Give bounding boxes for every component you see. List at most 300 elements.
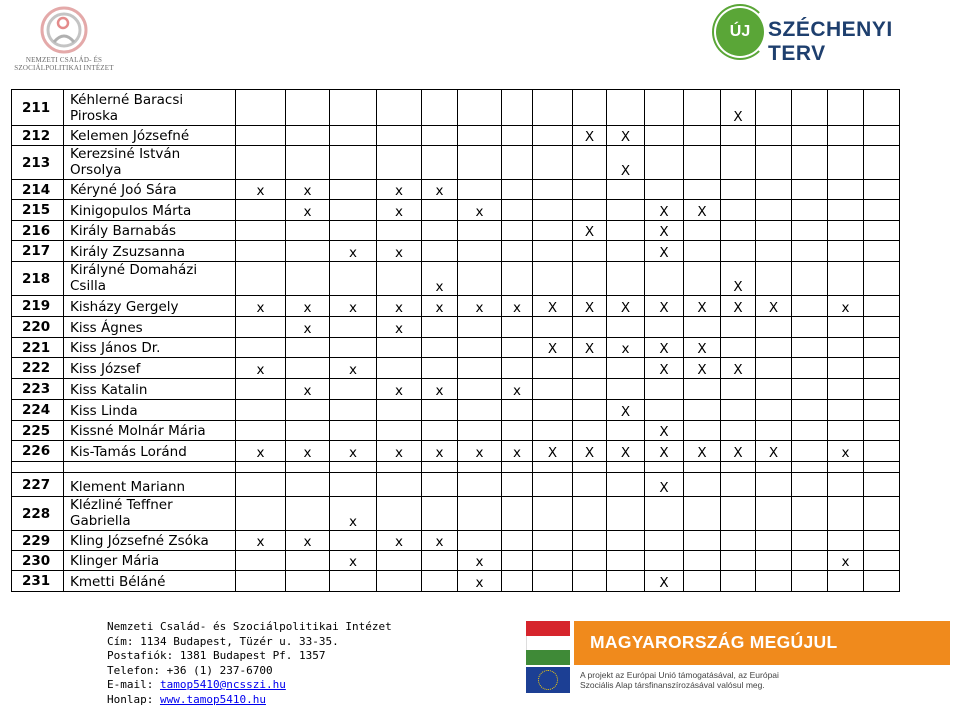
mark-cell	[286, 338, 330, 358]
footer-email-label: E-mail:	[107, 678, 160, 691]
mark-cell	[828, 421, 864, 441]
participant-name: Kiss Katalin	[64, 379, 236, 400]
mark-cell	[573, 180, 607, 200]
mark-cell	[792, 571, 828, 592]
mark-cell	[645, 90, 684, 126]
mark-cell	[684, 379, 721, 400]
mark-cell: X	[721, 441, 756, 462]
mark-cell	[377, 497, 422, 531]
mark-cell	[533, 531, 573, 551]
mark-cell	[286, 400, 330, 421]
footer-email-line	[107, 678, 392, 693]
mark-cell	[286, 90, 330, 126]
mark-cell	[533, 146, 573, 180]
ncsszi-org-name: NEMZETI CSALÁD- ÉS SZOCIÁLPOLITIKAI INTÉZET	[14, 56, 114, 72]
mark-cell	[422, 497, 458, 531]
mark-cell	[864, 379, 900, 400]
table-row	[12, 379, 900, 400]
mark-cell	[828, 571, 864, 592]
mark-cell	[792, 497, 828, 531]
mark-cell: x	[422, 441, 458, 462]
mark-cell	[236, 126, 286, 146]
table-row	[12, 551, 900, 571]
mark-cell	[458, 90, 502, 126]
mark-cell	[286, 126, 330, 146]
mark-cell	[236, 473, 286, 497]
mark-cell	[422, 338, 458, 358]
mark-cell	[236, 146, 286, 180]
mark-cell	[756, 146, 792, 180]
mark-cell	[607, 571, 645, 592]
mark-cell	[792, 90, 828, 126]
table-row	[12, 338, 900, 358]
mark-cell	[721, 241, 756, 262]
table-row	[12, 221, 900, 241]
mark-cell	[236, 421, 286, 441]
mark-cell	[864, 551, 900, 571]
mark-cell	[756, 531, 792, 551]
mark-cell	[864, 531, 900, 551]
mark-cell	[607, 180, 645, 200]
mark-cell: x	[458, 200, 502, 221]
table-row	[12, 262, 900, 296]
footer-web-link[interactable]: www.tamop5410.hu	[160, 693, 266, 706]
row-number: 216	[12, 221, 64, 241]
mark-cell	[756, 473, 792, 497]
table-row	[12, 180, 900, 200]
mark-cell	[721, 421, 756, 441]
mark-cell: X	[645, 473, 684, 497]
row-number: 228	[12, 497, 64, 531]
mark-cell	[533, 241, 573, 262]
banner-title: MAGYARORSZÁG MEGÚJUL	[590, 632, 837, 653]
mark-cell	[573, 531, 607, 551]
mark-cell	[458, 358, 502, 379]
mark-cell	[828, 317, 864, 338]
mark-cell: x	[502, 379, 533, 400]
mark-cell	[573, 497, 607, 531]
mark-cell	[721, 379, 756, 400]
mark-cell	[286, 358, 330, 379]
mark-cell	[286, 241, 330, 262]
row-number: 231	[12, 571, 64, 592]
mark-cell: x	[236, 180, 286, 200]
mark-cell	[573, 90, 607, 126]
mark-cell: x	[828, 296, 864, 317]
table-row	[12, 146, 900, 180]
mark-cell: X	[756, 441, 792, 462]
family-emblem-icon	[39, 4, 89, 56]
mark-cell	[828, 531, 864, 551]
mark-cell: X	[645, 421, 684, 441]
mark-cell	[573, 200, 607, 221]
mark-cell	[864, 317, 900, 338]
mark-cell	[684, 400, 721, 421]
participant-name: Kiss Linda	[64, 400, 236, 421]
mark-cell	[607, 200, 645, 221]
mark-cell	[864, 180, 900, 200]
mark-cell	[458, 338, 502, 358]
row-number: 217	[12, 241, 64, 262]
table-row	[12, 473, 900, 497]
row-number: 215	[12, 200, 64, 221]
mark-cell	[684, 146, 721, 180]
mark-cell	[645, 262, 684, 296]
table-row	[12, 317, 900, 338]
mark-cell	[502, 317, 533, 338]
mark-cell	[684, 317, 721, 338]
mark-cell	[684, 571, 721, 592]
mark-cell	[533, 262, 573, 296]
mark-cell	[330, 90, 377, 126]
mark-cell	[792, 338, 828, 358]
mark-cell	[721, 551, 756, 571]
mark-cell	[607, 262, 645, 296]
participant-name: Kinigopulos Márta	[64, 200, 236, 221]
mark-cell: X	[645, 441, 684, 462]
mark-cell	[502, 241, 533, 262]
mark-cell	[533, 497, 573, 531]
mark-cell	[756, 400, 792, 421]
mark-cell: x	[422, 379, 458, 400]
mark-cell	[286, 262, 330, 296]
mark-cell: x	[458, 571, 502, 592]
mark-cell	[864, 358, 900, 379]
mark-cell	[684, 531, 721, 551]
mark-cell	[756, 90, 792, 126]
footer-email-link[interactable]: tamop5410@ncsszi.hu	[160, 678, 286, 691]
mark-cell	[533, 317, 573, 338]
row-number: 223	[12, 379, 64, 400]
row-number: 226	[12, 441, 64, 462]
mark-cell	[792, 126, 828, 146]
mark-cell	[828, 221, 864, 241]
mark-cell	[377, 358, 422, 379]
participant-name: Kiss Ágnes	[64, 317, 236, 338]
mark-cell	[573, 262, 607, 296]
mark-cell	[721, 497, 756, 531]
szechenyi-title: SZÉCHENYI TERV	[768, 18, 944, 66]
mark-cell	[828, 338, 864, 358]
mark-cell: X	[607, 126, 645, 146]
mark-cell	[573, 571, 607, 592]
mark-cell	[864, 497, 900, 531]
mark-cell	[422, 400, 458, 421]
mark-cell	[684, 180, 721, 200]
participant-name: Kéhlerné Baracsi Piroska	[64, 90, 236, 126]
mark-cell: X	[721, 358, 756, 379]
mark-cell	[573, 317, 607, 338]
mark-cell: X	[573, 296, 607, 317]
table-row	[12, 571, 900, 592]
row-number: 211	[12, 90, 64, 126]
mark-cell	[458, 531, 502, 551]
mark-cell	[533, 551, 573, 571]
table-row	[12, 421, 900, 441]
mark-cell	[645, 531, 684, 551]
mark-cell	[377, 551, 422, 571]
mark-cell	[236, 497, 286, 531]
mark-cell	[756, 497, 792, 531]
mark-cell	[286, 571, 330, 592]
mark-cell: x	[377, 200, 422, 221]
mark-cell	[864, 338, 900, 358]
mark-cell	[828, 497, 864, 531]
mark-cell: X	[645, 571, 684, 592]
mark-cell	[236, 221, 286, 241]
participant-name: Kelemen Józsefné	[64, 126, 236, 146]
mark-cell: X	[533, 338, 573, 358]
mark-cell	[864, 441, 900, 462]
mark-cell	[864, 200, 900, 221]
mark-cell	[607, 421, 645, 441]
mark-cell	[533, 571, 573, 592]
row-number: 225	[12, 421, 64, 441]
mark-cell: x	[330, 497, 377, 531]
mark-cell	[533, 379, 573, 400]
mark-cell	[684, 473, 721, 497]
mark-cell: X	[684, 200, 721, 221]
table-row	[12, 531, 900, 551]
mark-cell	[645, 180, 684, 200]
mark-cell: X	[533, 296, 573, 317]
mark-cell	[377, 90, 422, 126]
mark-cell: X	[684, 296, 721, 317]
mark-cell	[236, 241, 286, 262]
mark-cell	[828, 241, 864, 262]
mark-cell: x	[377, 441, 422, 462]
mark-cell	[458, 317, 502, 338]
table-row	[12, 358, 900, 379]
mark-cell	[721, 531, 756, 551]
mark-cell	[756, 262, 792, 296]
participant-name: Király Zsuzsanna	[64, 241, 236, 262]
table-spacer-row	[12, 462, 900, 473]
mark-cell	[533, 473, 573, 497]
mark-cell	[330, 421, 377, 441]
mark-cell	[422, 126, 458, 146]
mark-cell: X	[645, 338, 684, 358]
magyarorszag-megujul-banner	[524, 621, 952, 695]
mark-cell	[422, 421, 458, 441]
footer-web-label: Honlap:	[107, 693, 160, 706]
mark-cell	[828, 180, 864, 200]
mark-cell: x	[236, 531, 286, 551]
mark-cell	[756, 180, 792, 200]
mark-cell	[864, 241, 900, 262]
mark-cell	[792, 421, 828, 441]
mark-cell	[377, 473, 422, 497]
participant-name: Királyné Domaházi Csilla	[64, 262, 236, 296]
mark-cell	[864, 400, 900, 421]
mark-cell: X	[607, 146, 645, 180]
mark-cell: x	[330, 296, 377, 317]
participant-name: Király Barnabás	[64, 221, 236, 241]
participant-table	[11, 89, 900, 592]
mark-cell	[422, 241, 458, 262]
mark-cell	[828, 379, 864, 400]
mark-cell	[236, 90, 286, 126]
mark-cell	[684, 421, 721, 441]
mark-cell	[721, 221, 756, 241]
mark-cell	[502, 221, 533, 241]
mark-cell: x	[286, 317, 330, 338]
mark-cell	[607, 531, 645, 551]
table-row	[12, 90, 900, 126]
mark-cell	[756, 421, 792, 441]
mark-cell	[377, 571, 422, 592]
mark-cell	[573, 551, 607, 571]
mark-cell: X	[645, 200, 684, 221]
mark-cell	[792, 241, 828, 262]
mark-cell: x	[828, 441, 864, 462]
mark-cell	[645, 551, 684, 571]
mark-cell: X	[645, 358, 684, 379]
row-number: 227	[12, 473, 64, 497]
footer-org: Nemzeti Család- és Szociálpolitikai Intézet	[107, 620, 392, 635]
mark-cell	[330, 200, 377, 221]
mark-cell	[458, 146, 502, 180]
mark-cell	[607, 551, 645, 571]
mark-cell	[721, 338, 756, 358]
mark-cell	[377, 400, 422, 421]
mark-cell: X	[645, 296, 684, 317]
mark-cell	[533, 180, 573, 200]
mark-cell	[502, 126, 533, 146]
mark-cell	[684, 126, 721, 146]
ncsszi-logo	[14, 4, 114, 84]
mark-cell	[330, 473, 377, 497]
mark-cell	[607, 317, 645, 338]
mark-cell	[684, 551, 721, 571]
mark-cell: x	[330, 241, 377, 262]
mark-cell	[792, 358, 828, 379]
table-row	[12, 497, 900, 531]
mark-cell	[645, 146, 684, 180]
mark-cell	[607, 497, 645, 531]
footer-contact	[107, 620, 392, 707]
mark-cell	[721, 200, 756, 221]
mark-cell: X	[645, 221, 684, 241]
mark-cell	[756, 317, 792, 338]
mark-cell	[828, 473, 864, 497]
mark-cell	[236, 551, 286, 571]
mark-cell: X	[533, 441, 573, 462]
mark-cell	[422, 571, 458, 592]
table-row	[12, 200, 900, 221]
mark-cell	[607, 221, 645, 241]
mark-cell: x	[607, 338, 645, 358]
mark-cell	[607, 241, 645, 262]
mark-cell	[828, 146, 864, 180]
mark-cell	[330, 400, 377, 421]
mark-cell	[502, 497, 533, 531]
mark-cell	[645, 497, 684, 531]
mark-cell: X	[756, 296, 792, 317]
mark-cell: x	[422, 262, 458, 296]
mark-cell	[792, 200, 828, 221]
banner-note-line2: Szociális Alap társfinanszírozásával valósul meg.	[580, 680, 779, 690]
mark-cell: x	[422, 296, 458, 317]
participant-name: Kis-Tamás Loránd	[64, 441, 236, 462]
row-number: 221	[12, 338, 64, 358]
row-number: 214	[12, 180, 64, 200]
mark-cell: X	[573, 441, 607, 462]
eu-flag-icon	[526, 667, 570, 693]
mark-cell: X	[684, 441, 721, 462]
mark-cell	[533, 200, 573, 221]
mark-cell	[864, 126, 900, 146]
mark-cell	[502, 90, 533, 126]
mark-cell	[330, 338, 377, 358]
mark-cell: x	[286, 180, 330, 200]
mark-cell	[721, 317, 756, 338]
mark-cell	[864, 262, 900, 296]
mark-cell	[422, 90, 458, 126]
szechenyi-badge	[716, 8, 764, 56]
mark-cell: x	[422, 180, 458, 200]
mark-cell	[458, 262, 502, 296]
mark-cell: x	[422, 531, 458, 551]
mark-cell	[422, 221, 458, 241]
mark-cell	[502, 421, 533, 441]
mark-cell	[236, 379, 286, 400]
mark-cell	[377, 126, 422, 146]
mark-cell	[422, 200, 458, 221]
mark-cell: x	[458, 551, 502, 571]
mark-cell	[756, 358, 792, 379]
mark-cell	[458, 180, 502, 200]
mark-cell	[286, 146, 330, 180]
mark-cell	[792, 441, 828, 462]
mark-cell	[377, 338, 422, 358]
row-number: 213	[12, 146, 64, 180]
table-row	[12, 400, 900, 421]
footer-web-line	[107, 693, 392, 707]
mark-cell	[422, 551, 458, 571]
participant-name: Klézliné Teffner Gabriella	[64, 497, 236, 531]
mark-cell	[864, 221, 900, 241]
participant-name: Klement Mariann	[64, 473, 236, 497]
mark-cell	[721, 400, 756, 421]
mark-cell	[828, 126, 864, 146]
mark-cell	[422, 473, 458, 497]
mark-cell	[458, 221, 502, 241]
participant-name: Kmetti Béláné	[64, 571, 236, 592]
row-number: 224	[12, 400, 64, 421]
mark-cell	[684, 241, 721, 262]
footer-address: Cím: 1134 Budapest, Tüzér u. 33-35.	[107, 635, 392, 650]
mark-cell	[422, 146, 458, 180]
mark-cell	[330, 146, 377, 180]
mark-cell	[533, 90, 573, 126]
mark-cell	[792, 146, 828, 180]
mark-cell: x	[377, 296, 422, 317]
mark-cell	[864, 571, 900, 592]
mark-cell: x	[286, 200, 330, 221]
footer-postal: Postafiók: 1381 Budapest Pf. 1357	[107, 649, 392, 664]
mark-cell	[684, 497, 721, 531]
mark-cell: x	[330, 358, 377, 379]
row-number: 218	[12, 262, 64, 296]
banner-note-line1: A projekt az Európai Unió támogatásával, az Európai	[580, 670, 779, 680]
mark-cell: x	[458, 441, 502, 462]
mark-cell	[377, 146, 422, 180]
mark-cell	[607, 379, 645, 400]
mark-cell: x	[502, 296, 533, 317]
mark-cell: X	[721, 262, 756, 296]
participant-name: Kiss József	[64, 358, 236, 379]
